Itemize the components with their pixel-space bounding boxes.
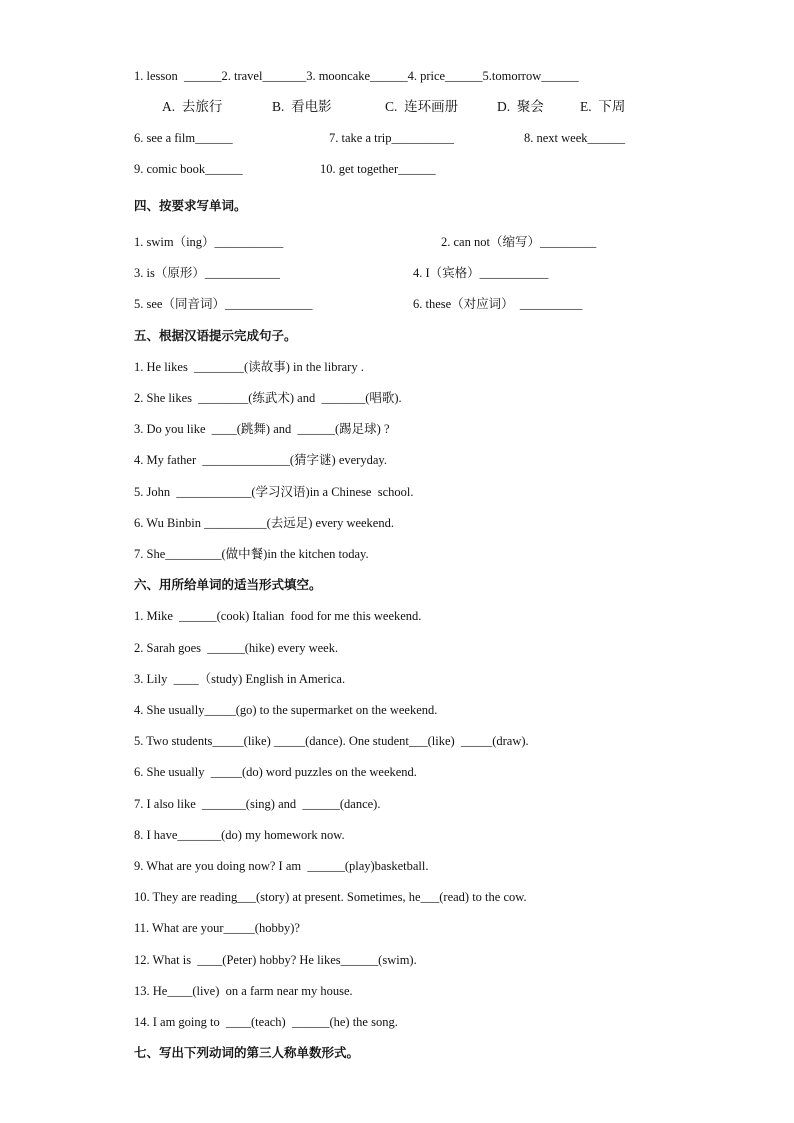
s6-item-4: 4. She usually_____(go) to the supermarket on the weekend. bbox=[134, 703, 438, 717]
vocab-row-1: 1. lesson ______2. travel_______3. mooncake______4. price______5.tomorrow______ bbox=[134, 69, 579, 83]
s4-item-5: 5. see（同音词）______________ bbox=[134, 297, 313, 311]
s6-item-7: 7. I also like _______(sing) and ______(dance). bbox=[134, 797, 381, 811]
s5-item-6: 6. Wu Binbin __________(去远足) every weekend. bbox=[134, 516, 394, 530]
option-e: E. 下周 bbox=[580, 99, 626, 114]
s4-item-4: 4. I（宾格）___________ bbox=[413, 266, 549, 280]
s5-item-3: 3. Do you like ____(跳舞) and ______(踢足球) ? bbox=[134, 422, 390, 436]
s5-item-1: 1. He likes ________(读故事) in the library . bbox=[134, 360, 364, 374]
s4-item-2: 2. can not（缩写）_________ bbox=[441, 235, 597, 249]
vocab-item-6: 6. see a film______ bbox=[134, 131, 233, 145]
section-4-title: 四、按要求写单词。 bbox=[134, 198, 247, 213]
section-5-title: 五、根据汉语提示完成句子。 bbox=[134, 328, 297, 343]
s5-item-7: 7. She_________(做中餐)in the kitchen today. bbox=[134, 547, 369, 561]
section-7-title: 七、写出下列动词的第三人称单数形式。 bbox=[134, 1045, 360, 1060]
s4-item-3: 3. is（原形）____________ bbox=[134, 266, 280, 280]
option-d: D. 聚会 bbox=[497, 99, 544, 114]
s6-item-13: 13. He____(live) on a farm near my house. bbox=[134, 984, 353, 998]
option-b: B. 看电影 bbox=[272, 99, 332, 114]
s5-item-4: 4. My father ______________(猜字谜) everyday. bbox=[134, 453, 387, 467]
s6-item-9: 9. What are you doing now? I am ______(play)basketball. bbox=[134, 859, 429, 873]
s6-item-5: 5. Two students_____(like) _____(dance). One student___(like) _____(draw). bbox=[134, 734, 529, 748]
option-a: A. 去旅行 bbox=[162, 99, 223, 114]
s6-item-8: 8. I have_______(do) my homework now. bbox=[134, 828, 345, 842]
s6-item-12: 12. What is ____(Peter) hobby? He likes______(swim). bbox=[134, 953, 417, 967]
vocab-item-9: 9. comic book______ bbox=[134, 162, 243, 176]
s6-item-2: 2. Sarah goes ______(hike) every week. bbox=[134, 641, 339, 655]
s5-item-5: 5. John ____________(学习汉语)in a Chinese school. bbox=[134, 485, 414, 499]
s6-item-6: 6. She usually _____(do) word puzzles on the weekend. bbox=[134, 765, 417, 779]
s5-item-2: 2. She likes ________(练武术) and _______(唱歌). bbox=[134, 391, 402, 405]
s6-item-14: 14. I am going to ____(teach) ______(he) the song. bbox=[134, 1015, 398, 1029]
s4-item-1: 1. swim（ing）___________ bbox=[134, 235, 284, 249]
s6-item-3: 3. Lily ____（study) English in America. bbox=[134, 672, 346, 686]
vocab-item-10: 10. get together______ bbox=[320, 162, 436, 176]
option-c: C. 连环画册 bbox=[385, 99, 459, 114]
s4-item-6: 6. these（对应词） __________ bbox=[413, 297, 583, 311]
section-6-title: 六、用所给单词的适当形式填空。 bbox=[134, 577, 322, 592]
vocab-item-7: 7. take a trip__________ bbox=[329, 131, 454, 145]
vocab-item-8: 8. next week______ bbox=[524, 131, 626, 145]
s6-item-11: 11. What are your_____(hobby)? bbox=[134, 921, 300, 935]
s6-item-10: 10. They are reading___(story) at present. Sometimes, he___(read) to the cow. bbox=[134, 890, 527, 904]
s6-item-1: 1. Mike ______(cook) Italian food for me this weekend. bbox=[134, 609, 422, 623]
